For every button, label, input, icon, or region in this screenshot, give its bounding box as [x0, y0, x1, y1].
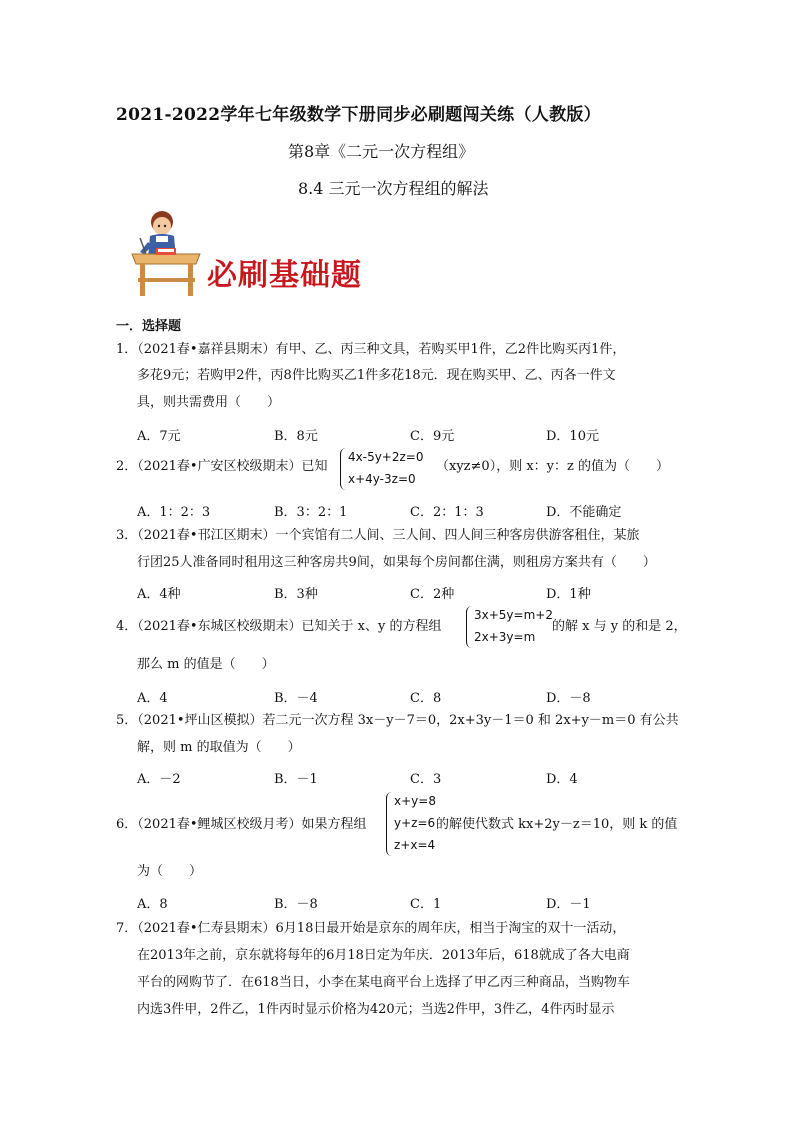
chapter-title: 第8章《二元一次方程组》 [288, 142, 475, 161]
document-title: 2021-2022学年七年级数学下册同步必刷题闯关练（人教版） [116, 105, 601, 125]
q6-option-c: C．1 [410, 897, 442, 912]
q5-option-d: D．4 [546, 772, 578, 787]
q2-eq1: 4x-5y+2z=0 [348, 450, 424, 464]
q6-option-a: A．8 [137, 897, 168, 912]
q2-option-a: A．1：2：3 [137, 505, 211, 520]
q7-line1: 7．（2021春•仁寿县期末）6月18日最开始是京东的周年庆，相当于淘宝的双十一活动， [116, 921, 626, 936]
section-title: 8.4 三元一次方程组的解法 [298, 179, 489, 198]
q1-line1: 1．（2021春•嘉祥县期末）有甲、乙、丙三种文具，若购买甲1件，乙2件比购买丙1件， [116, 342, 626, 357]
q6-line2: 为（ ） [137, 864, 203, 879]
q3-line1: 3．（2021春•邗江区期末）一个宾馆有二人间、三人间、四人间三种客房供游客租住，某旅 [116, 528, 640, 543]
q6-eq1: x+y=8 [394, 794, 436, 808]
q3-option-a: A．4种 [137, 587, 181, 602]
q2-equation-system [340, 448, 440, 492]
q1-option-a: A．7元 [137, 429, 181, 444]
q5-line1: 5．（2021•坪山区模拟）若二元一次方程 3x－y－7＝0，2x+3y－1＝0 和 2x+y－m＝0 有公共 [116, 713, 679, 728]
q4-option-c: C．8 [410, 691, 442, 706]
q1-option-d: D．10元 [546, 429, 599, 444]
q3-line2: 行团25人准备同时租用这三种客房共9间，如果每个房间都住满，则租房方案共有（ ） [137, 555, 656, 570]
q4-prefix: 4．（2021春•东城区校级期末）已知关于 x、y 的方程组 [116, 619, 442, 634]
q2-eq2: x+4y-3z=0 [348, 472, 416, 486]
q5-option-a: A．－2 [137, 772, 181, 787]
q2-prefix: 2．（2021春•广安区校级期末）已知 [116, 459, 328, 474]
q7-line2: 在2013年之前，京东就将每年的6月18日定为年庆．2013年后，618就成了各大电商 [137, 948, 630, 963]
q5-line2: 解，则 m 的取值为（ ） [137, 740, 301, 755]
q2-option-c: C．2：1：3 [410, 505, 484, 520]
q4-equation-system [466, 606, 556, 650]
q1-option-c: C．9元 [410, 429, 455, 444]
q4-suffix: 的解 x 与 y 的和是 2， [552, 619, 687, 634]
q6-eq2: y+z=6 [394, 816, 436, 830]
q6-option-d: D．－1 [546, 897, 591, 912]
q4-eq2: 2x+3y=m [474, 630, 536, 644]
q7-line4: 内选3件甲，2件乙，1件丙时显示价格为420元；当选2件甲，3件乙，4件丙时显示 [137, 1002, 615, 1017]
q1-line2: 多花9元；若购甲2件，丙8件比购买乙1件多花18元．现在购买甲、乙、丙各一件文 [137, 368, 616, 383]
q4-line2: 那么 m 的值是（ ） [137, 657, 275, 672]
q3-option-d: D．1种 [546, 587, 591, 602]
q2-option-d: D．不能确定 [546, 505, 622, 520]
q4-option-a: A．4 [137, 691, 168, 706]
q4-option-b: B．－4 [274, 691, 318, 706]
q5-option-c: C．3 [410, 772, 442, 787]
q3-option-b: B．3种 [274, 587, 318, 602]
q1-option-b: B．8元 [274, 429, 318, 444]
q6-prefix: 6．（2021春•鲤城区校级月考）如果方程组 [116, 817, 367, 832]
q5-option-b: B．－1 [274, 772, 318, 787]
q2-option-b: B．3：2：1 [274, 505, 348, 520]
q1-line3: 具，则共需费用（ ） [137, 395, 281, 410]
part-heading: 一．选择题 [116, 319, 182, 334]
q6-option-b: B．－8 [274, 897, 318, 912]
q2-suffix: （xyz≠0），则 x：y：z 的值为（ ） [436, 459, 669, 474]
q6-eq3: z+x=4 [394, 838, 436, 852]
q7-line3: 平台的网购节了．在618当日，小李在某电商平台上选择了甲乙丙三种商品，当购物车 [137, 975, 630, 990]
student-at-desk-icon [126, 208, 206, 300]
q4-option-d: D．－8 [546, 691, 591, 706]
q6-suffix: 的解使代数式 kx+2y－z＝10，则 k 的值 [436, 817, 678, 832]
banner-title: 必刷基础题 [207, 258, 362, 293]
q4-eq1: 3x+5y=m+2 [474, 608, 553, 622]
q3-option-c: C．2种 [410, 587, 455, 602]
